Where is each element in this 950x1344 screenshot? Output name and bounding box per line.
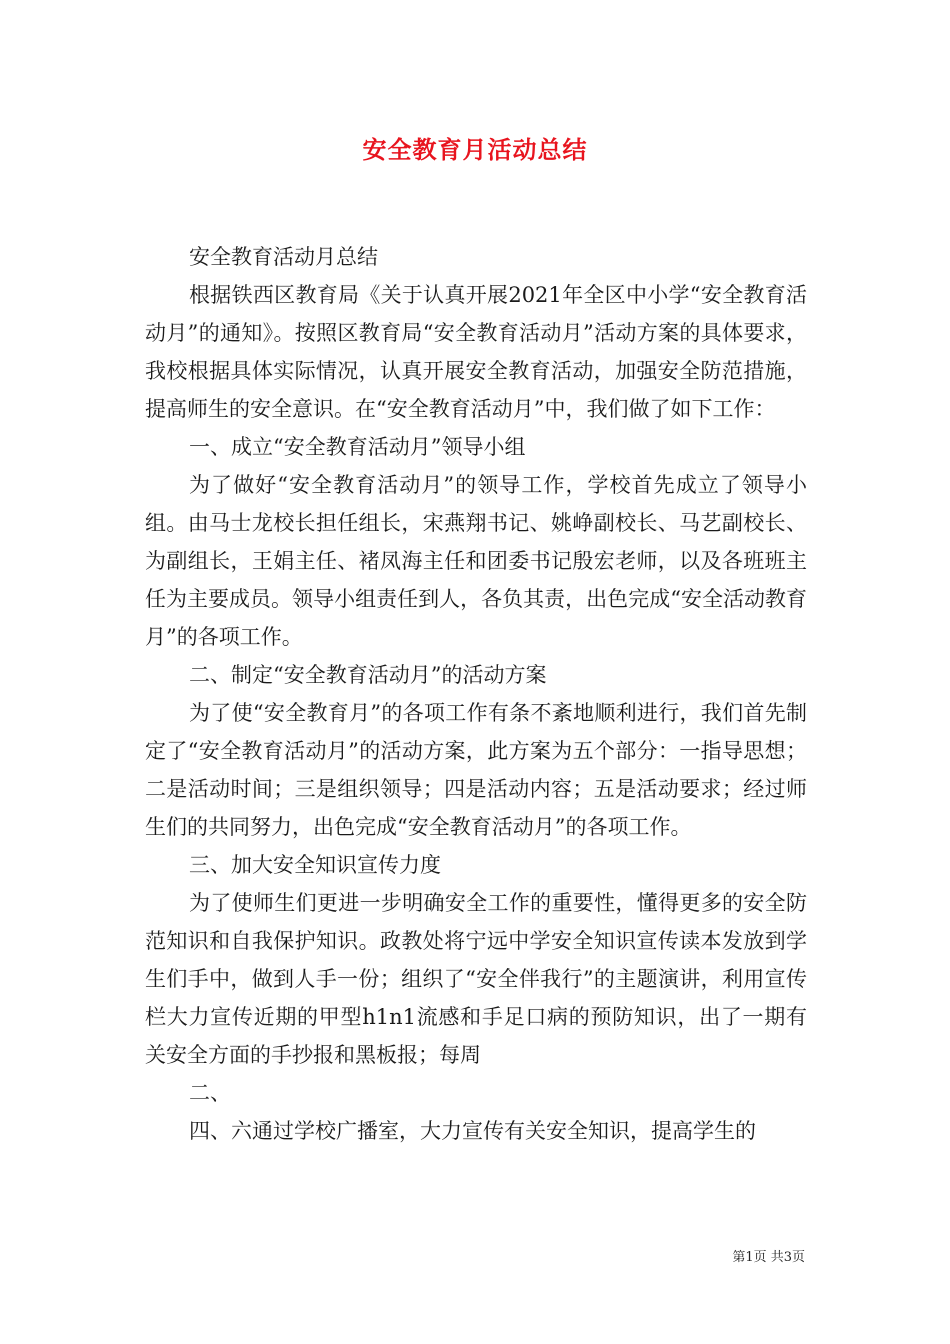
section-heading-1: 一、成立“安全教育活动月”领导小组: [189, 435, 526, 459]
paragraph-section-1: 为了做好“安全教育活动月”的领导工作，学校首先成立了领导小组。由马士龙校长担任组长，宋燕翔书记、姚峥副校长、马艺副校长、为副组长，王娟主任、褚凤海主任和团委书记殷宏老师，以及各班班主任为主要成员。领导小组责任到人，各负其责，出色完成“安全活动教育月”的各项工作。: [145, 473, 807, 649]
paragraph-intro: 根据铁西区教育局《关于认真开展2021年全区中小学“安全教育活动月”的通知》。按照区教育局“安全教育活动月”活动方案的具体要求，我校根据具体实际情况，认真开展安全教育活动，加强安全防范措施，提高师生的安全意识。在“安全教育活动月”中，我们做了如下工作：: [145, 283, 807, 421]
section-heading-3: 三、加大安全知识宣传力度: [189, 853, 441, 877]
paragraph-section-2: 为了使“安全教育月”的各项工作有条不紊地顺利进行，我们首先制定了“安全教育活动月”的活动方案，此方案为五个部分：一指导思想；二是活动时间；三是组织领导；四是活动内容；五是活动要求；经过师生们的共同努力，出色完成“安全教育活动月”的各项工作。: [145, 701, 807, 839]
paragraph-continued: 四、六通过学校广播室，大力宣传有关安全知识，提高学生的: [189, 1119, 756, 1143]
section-heading-2: 二、制定“安全教育活动月”的活动方案: [189, 663, 547, 687]
paragraph-fragment: 二、: [189, 1081, 231, 1105]
paragraph-subtitle: 安全教育活动月总结: [189, 245, 378, 269]
page-number-footer: 第1页 共3页: [732, 1250, 805, 1265]
document-title: 安全教育月活动总结: [362, 135, 588, 164]
paragraph-section-3: 为了使师生们更进一步明确安全工作的重要性，懂得更多的安全防范知识和自我保护知识。政教处将宁远中学安全知识宣传读本发放到学生们手中，做到人手一份；组织了“安全伴我行”的主题演讲，利用宣传栏大力宣传近期的甲型h1n1流感和手足口病的预防知识，出了一期有关安全方面的手抄报和黑板报；每周: [145, 891, 807, 1067]
document-body: [145, 238, 807, 1150]
